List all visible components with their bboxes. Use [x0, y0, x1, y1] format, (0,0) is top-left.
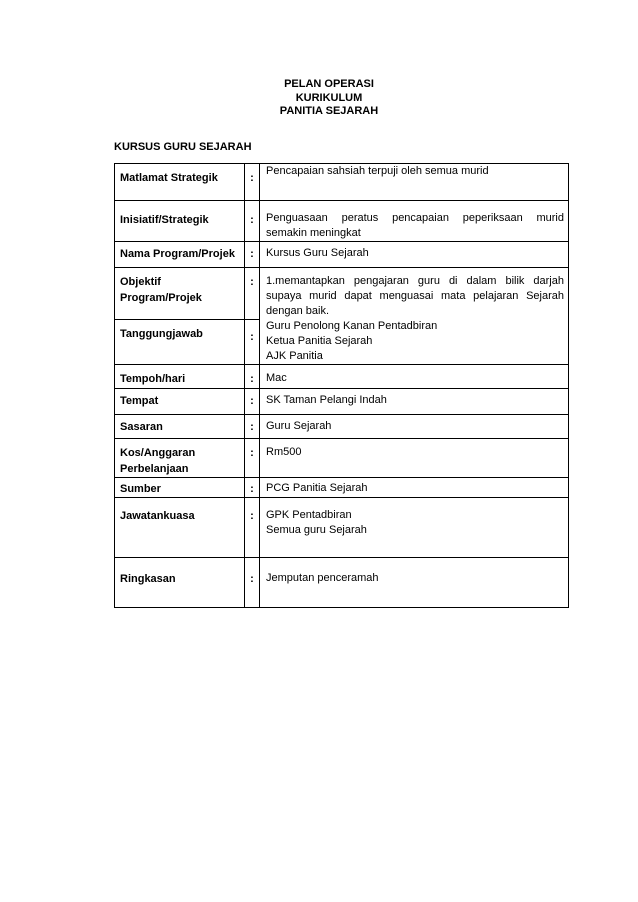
- row-colon: :: [245, 365, 260, 389]
- row-label: Jawatankuasa: [115, 498, 245, 558]
- row-label: [115, 439, 245, 478]
- table-row-matlamat-strategik: [115, 164, 569, 201]
- row-colon: :: [245, 478, 260, 498]
- row-label: Sasaran: [115, 415, 245, 439]
- row-colon: :: [245, 558, 260, 608]
- table-row-ringkasan: [115, 558, 569, 608]
- table-row-sasaran: [115, 415, 569, 439]
- table-row-tempat: [115, 389, 569, 415]
- row-value: Penguasaan peratus pencapaian peperiksaan murid semakin meningkat: [260, 201, 569, 242]
- row-label-line-1: Kos/Anggaran: [120, 447, 196, 459]
- row-colon: :: [245, 415, 260, 439]
- row-colon: :: [245, 498, 260, 558]
- row-value: [260, 268, 569, 320]
- row-value: Guru Sejarah: [260, 415, 569, 439]
- row-label: Nama Program/Projek: [115, 242, 245, 268]
- row-colon: :: [245, 201, 260, 242]
- table-row-inisiatif-strategik: [115, 201, 569, 242]
- row-colon: :: [245, 242, 260, 268]
- row-value-line-2: Semua guru Sejarah: [266, 524, 367, 536]
- table-row-nama-program: [115, 242, 569, 268]
- row-colon: :: [245, 319, 260, 365]
- table-row-objektif: [115, 268, 569, 320]
- row-value-line-2: Ketua Panitia Sejarah: [266, 335, 373, 347]
- plan-table: [114, 163, 569, 608]
- row-value: Jemputan penceramah: [260, 558, 569, 608]
- row-colon: :: [245, 439, 260, 478]
- document-heading: [0, 78, 638, 119]
- row-value: PCG Panitia Sejarah: [260, 478, 569, 498]
- table-row-jawatankuasa: [115, 498, 569, 558]
- table-row-tempoh-hari: [115, 365, 569, 389]
- row-value: Pencapaian sahsiah terpuji oleh semua murid: [260, 164, 569, 201]
- section-title: KURSUS GURU SEJARAH: [114, 141, 252, 153]
- row-label-line-2: Perbelanjaan: [120, 463, 189, 475]
- row-colon: :: [245, 268, 260, 320]
- row-label: Sumber: [115, 478, 245, 498]
- row-colon: :: [245, 389, 260, 415]
- row-value-line-1: GPK Pentadbiran: [266, 509, 352, 521]
- row-value: Rm500: [260, 439, 569, 478]
- row-label: [115, 268, 245, 320]
- table-row-kos-anggaran: [115, 439, 569, 478]
- row-value: Kursus Guru Sejarah: [260, 242, 569, 268]
- table-row-sumber: [115, 478, 569, 498]
- table-row-tanggungjawab: [115, 319, 569, 365]
- row-label: Inisiatif/Strategik: [115, 201, 245, 242]
- row-label-line-1: Objektif: [120, 276, 161, 288]
- row-value-line-3: AJK Panitia: [266, 350, 323, 362]
- heading-line-1: PELAN OPERASI: [284, 78, 374, 90]
- row-label: Ringkasan: [115, 558, 245, 608]
- row-label: Tempoh/hari: [115, 365, 245, 389]
- row-value-text: 1.memantapkan pengajaran guru di dalam bilik darjah supaya murid dapat menguasai mata pelajaran Sejarah dengan baik.: [266, 275, 564, 317]
- heading-line-2: KURIKULUM: [295, 91, 363, 104]
- row-label: Matlamat Strategik: [115, 164, 245, 201]
- row-label: Tanggungjawab: [115, 319, 245, 365]
- row-value: Mac: [260, 365, 569, 389]
- heading-line-3: PANITIA SEJARAH: [279, 105, 379, 117]
- row-value: [260, 498, 569, 558]
- row-label-line-2: Program/Projek: [120, 292, 202, 304]
- row-value: [260, 319, 569, 365]
- row-value: SK Taman Pelangi Indah: [260, 389, 569, 415]
- row-label: Tempat: [115, 389, 245, 415]
- row-value-line-1: Guru Penolong Kanan Pentadbiran: [266, 320, 438, 332]
- row-colon: :: [245, 164, 260, 201]
